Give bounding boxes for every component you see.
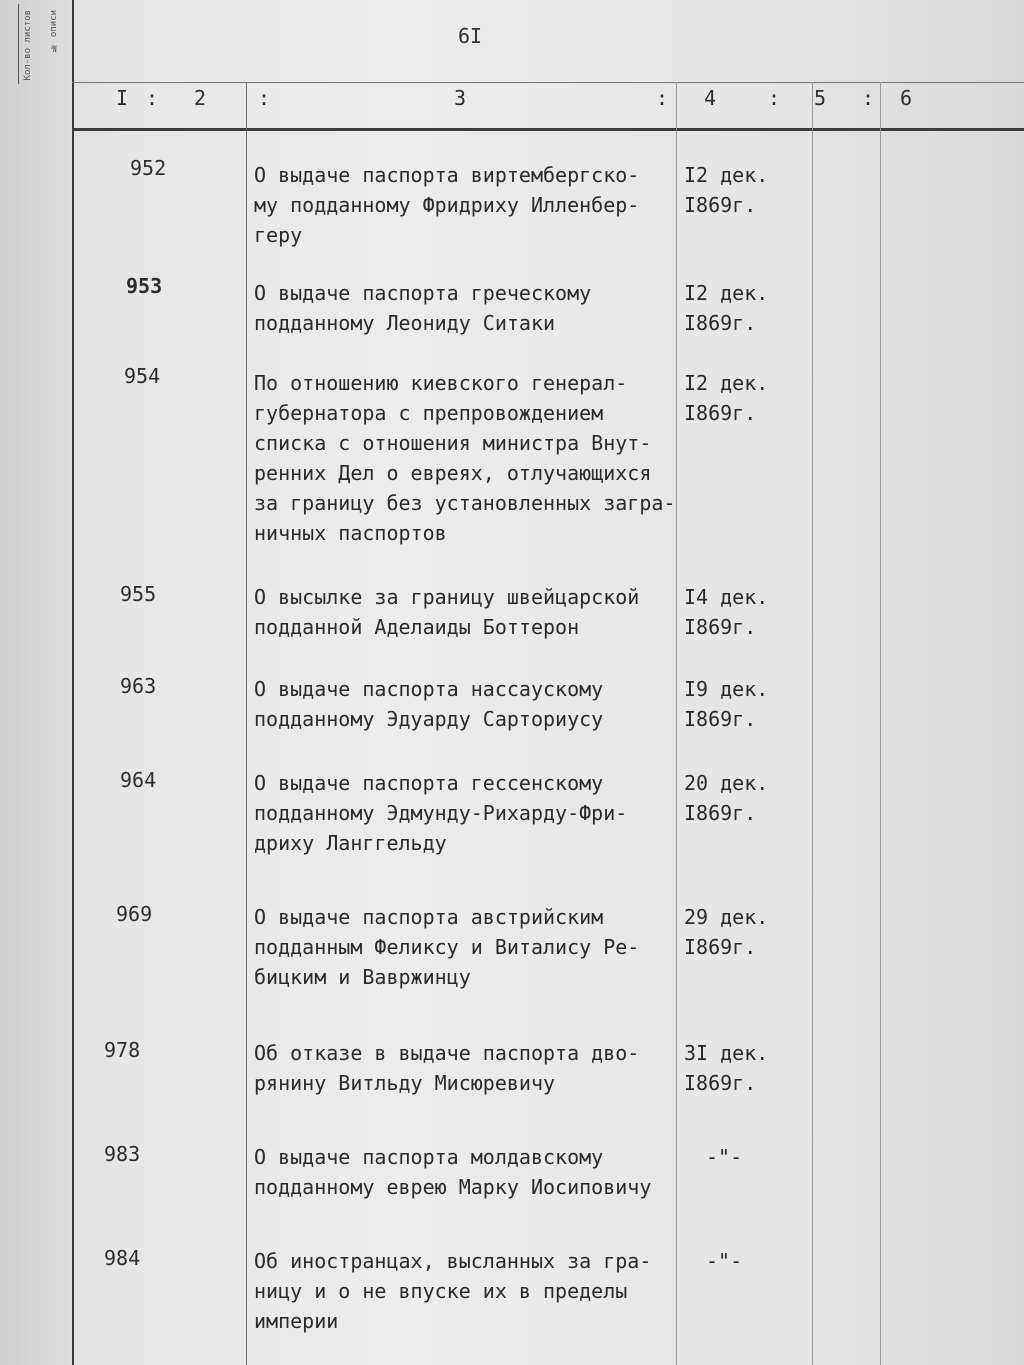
entry-date-line: I869г. <box>684 401 757 425</box>
entry-text-line: ницу и о не впуске их в пределы <box>254 1279 628 1303</box>
entry-number: 983 <box>104 1142 141 1166</box>
entry-date-line: I9 дек. <box>684 677 769 701</box>
entry-text-line: Об иностранцах, высланных за гра- <box>254 1249 652 1273</box>
entry-number: 963 <box>120 674 157 698</box>
entry-text-line: подданному Эдуарду Сарториусу <box>254 707 604 731</box>
entry-text-line: О выдаче паспорта гессенскому <box>254 771 604 795</box>
entry-text-line: ренних Дел о евреях, отлучающихся <box>254 461 652 485</box>
adjacent-page-edge <box>0 0 74 1365</box>
entry-title <box>254 582 639 642</box>
header-col-4: 4 <box>704 86 717 110</box>
entry-date-line: I869г. <box>684 311 757 335</box>
entry-date-line: I4 дек. <box>684 585 769 609</box>
entry-text-line: подданной Аделаиды Боттерон <box>254 615 580 639</box>
entry-title <box>254 278 591 338</box>
entry-date <box>706 1246 742 1276</box>
entry-date <box>684 368 768 428</box>
entry-number: 955 <box>120 582 157 606</box>
entry-date-line: -"- <box>706 1249 743 1273</box>
header-sep: : <box>656 86 669 110</box>
entry-date-line: I869г. <box>684 615 757 639</box>
entry-number: 984 <box>104 1246 141 1270</box>
entry-text-line: списка с отношения министра Внут- <box>254 431 652 455</box>
entry-text-line: за границу без установленных загра- <box>254 491 676 515</box>
entry-date <box>684 278 768 338</box>
entry-number: 969 <box>116 902 153 926</box>
entry-date <box>684 582 768 642</box>
header-col-3: 3 <box>454 86 467 110</box>
entry-title <box>254 902 639 992</box>
entry-text-line: бицким и Вавржинцу <box>254 965 471 989</box>
entry-date-line: I869г. <box>684 935 757 959</box>
entry-text-line: губернатора с препровождением <box>254 401 604 425</box>
header-col-1: I <box>116 86 129 110</box>
entry-text-line: империи <box>254 1309 339 1333</box>
entry-date-line: 3I дек. <box>684 1041 769 1065</box>
entry-text-line: О выдаче паспорта греческому <box>254 281 592 305</box>
entry-date <box>684 902 768 962</box>
header-col-6: 6 <box>900 86 913 110</box>
entry-text-line: рянину Витльду Мисюревичу <box>254 1071 556 1095</box>
entry-text-line: геру <box>254 223 303 247</box>
entry-title <box>254 768 627 858</box>
entry-title <box>254 368 675 548</box>
entry-text-line: подданному Леониду Ситаки <box>254 311 556 335</box>
entry-number: 952 <box>130 156 167 180</box>
entry-date <box>684 1038 768 1098</box>
header-sep: : <box>258 86 271 110</box>
entry-date-line: I869г. <box>684 801 757 825</box>
column-rule <box>676 82 677 1365</box>
column-rule <box>812 82 813 1365</box>
entry-date <box>706 1142 742 1172</box>
entry-title <box>254 674 603 734</box>
header-sep: : <box>146 86 159 110</box>
entry-date-line: 29 дек. <box>684 905 769 929</box>
entry-title <box>254 1038 639 1098</box>
entry-date <box>684 768 768 828</box>
page-number: 6I <box>458 24 483 48</box>
entry-title <box>254 1142 651 1202</box>
entry-text-line: подданному еврею Марку Иосиповичу <box>254 1175 652 1199</box>
table-header <box>72 78 1024 126</box>
entry-text-line: О высылке за границу швейцарской <box>254 585 640 609</box>
entry-date-line: I2 дек. <box>684 281 769 305</box>
column-rule <box>246 82 247 1365</box>
entry-text-line: О выдаче паспорта молдавскому <box>254 1145 604 1169</box>
adjacent-col-label-a: Кол-во листов <box>23 10 33 81</box>
entry-number: 954 <box>124 364 161 388</box>
entry-number: 964 <box>120 768 157 792</box>
entry-text-line: ничных паспортов <box>254 521 447 545</box>
entry-date-line: I869г. <box>684 1071 757 1095</box>
entry-date-line: 20 дек. <box>684 771 769 795</box>
entry-date-line: -"- <box>706 1145 743 1169</box>
entry-number: 978 <box>104 1038 141 1062</box>
entry-title <box>254 1246 651 1336</box>
entry-number: 953 <box>126 274 163 298</box>
header-sep: : <box>768 86 781 110</box>
entry-text-line: Об отказе в выдаче паспорта дво- <box>254 1041 640 1065</box>
entry-text-line: дриху Ланггельду <box>254 831 447 855</box>
entry-text-line: О выдаче паспорта нассаускому <box>254 677 604 701</box>
entry-text-line: О выдаче паспорта австрийским <box>254 905 604 929</box>
entry-text-line: О выдаче паспорта виртембергско- <box>254 163 640 187</box>
entry-text-line: По отношению киевского генерал- <box>254 371 628 395</box>
entry-date <box>684 674 768 734</box>
header-rule <box>72 128 1024 131</box>
entry-text-line: подданным Феликсу и Виталису Ре- <box>254 935 640 959</box>
entry-date-line: I2 дек. <box>684 371 769 395</box>
entry-title <box>254 160 639 250</box>
entry-date <box>684 160 768 220</box>
entry-date-line: I2 дек. <box>684 163 769 187</box>
entry-date-line: I869г. <box>684 707 757 731</box>
entry-date-line: I869г. <box>684 193 757 217</box>
column-rule <box>880 82 881 1365</box>
header-col-5: 5 <box>814 86 827 110</box>
header-col-2: 2 <box>194 86 207 110</box>
header-sep: : <box>862 86 875 110</box>
adjacent-col-label-b: № описи <box>49 10 59 53</box>
adjacent-page-header <box>18 4 69 84</box>
entry-text-line: подданному Эдмунду-Рихарду-Фри- <box>254 801 628 825</box>
entry-text-line: му подданному Фридриху Илленбер- <box>254 193 640 217</box>
